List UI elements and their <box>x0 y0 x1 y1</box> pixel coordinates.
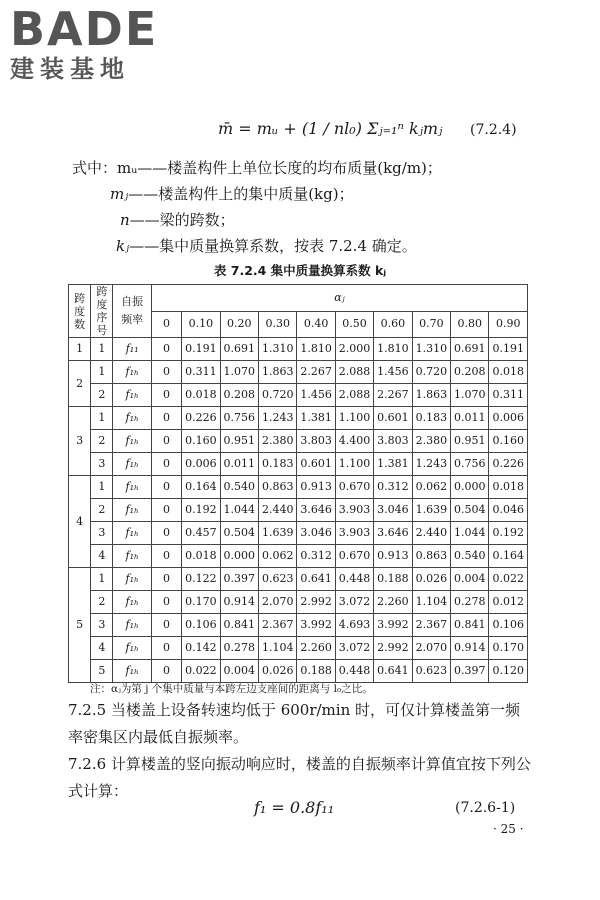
coefficient-cell: 0.170 <box>182 591 220 614</box>
coefficient-cell: 1.100 <box>335 407 373 430</box>
span-index-cell: 4 <box>91 637 113 660</box>
coefficient-cell: 0.914 <box>220 591 258 614</box>
coefficient-cell: 0.160 <box>489 430 528 453</box>
span-index-cell: 5 <box>91 660 113 683</box>
coefficient-cell: 1.243 <box>259 407 297 430</box>
coefficient-cell: 0 <box>151 453 181 476</box>
coefficient-cell: 0.026 <box>259 660 297 683</box>
coefficient-cell: 0.208 <box>220 384 258 407</box>
logo <box>10 2 159 84</box>
coefficient-cell: 0.018 <box>182 384 220 407</box>
header-alpha: αⱼ <box>151 285 527 312</box>
coefficient-cell: 1.381 <box>374 453 412 476</box>
coefficient-cell: 0.192 <box>182 499 220 522</box>
coefficient-cell: 2.380 <box>412 430 450 453</box>
coefficient-cell: 0.720 <box>412 361 450 384</box>
coefficient-cell: 0.540 <box>220 476 258 499</box>
formula-7-2-6-1: f₁ = 0.8f₁₁ <box>254 798 335 817</box>
span-index-cell: 1 <box>91 361 113 384</box>
table-caption: 表 7.2.4 集中质量换算系数 kⱼ <box>213 263 387 278</box>
coefficient-cell: 1.104 <box>412 591 450 614</box>
coefficient-cell: 3.803 <box>374 430 412 453</box>
coefficient-cell: 0.192 <box>489 522 528 545</box>
coefficient-cell: 4.400 <box>335 430 373 453</box>
alpha-value: 0.70 <box>412 311 450 338</box>
span-index-cell: 3 <box>91 614 113 637</box>
coefficient-cell: 2.088 <box>335 361 373 384</box>
table-row <box>69 384 528 407</box>
span-index-cell: 1 <box>91 568 113 591</box>
frequency-cell: f₁ₕ <box>113 430 151 453</box>
coefficient-cell: 0.913 <box>297 476 335 499</box>
header-span-index: 跨度序号 <box>91 285 113 338</box>
alpha-value: 0.40 <box>297 311 335 338</box>
span-index-cell: 1 <box>91 407 113 430</box>
coefficient-cell: 2.070 <box>412 637 450 660</box>
coefficient-cell: 1.310 <box>412 338 450 361</box>
coefficient-cell: 0.120 <box>489 660 528 683</box>
table-row <box>69 591 528 614</box>
coefficient-cell: 1.381 <box>297 407 335 430</box>
frequency-cell: f₁₁ <box>113 338 151 361</box>
coefficient-cell: 0.448 <box>335 660 373 683</box>
coefficient-cell: 0.312 <box>297 545 335 568</box>
table-row <box>69 453 528 476</box>
coefficient-cell: 0.863 <box>412 545 450 568</box>
coefficient-cell: 3.646 <box>297 499 335 522</box>
coefficient-cell: 2.260 <box>374 591 412 614</box>
coefficient-cell: 2.070 <box>259 591 297 614</box>
coefficient-cell: 3.992 <box>297 614 335 637</box>
frequency-cell: f₁ₕ <box>113 407 151 430</box>
formula-7-2-4: m̄ = mᵤ + (1 / nl₀) Σⱼ₌₁ⁿ kⱼmⱼ <box>218 119 443 138</box>
coefficient-cell: 0 <box>151 499 181 522</box>
definition-kj <box>116 236 417 256</box>
coefficient-cell: 0.006 <box>489 407 528 430</box>
coefficient-cell: 0.000 <box>451 476 489 499</box>
coefficient-cell: 0.641 <box>297 568 335 591</box>
equation-number-7-2-4: (7.2.4) <box>470 122 517 138</box>
coefficient-cell: 0.540 <box>451 545 489 568</box>
table-row <box>69 660 528 683</box>
coefficient-cell: 0.641 <box>374 660 412 683</box>
coefficient-cell: 0.018 <box>489 476 528 499</box>
frequency-cell: f₁ₕ <box>113 522 151 545</box>
table-row <box>69 545 528 568</box>
coefficient-cell: 0 <box>151 637 181 660</box>
header-span-count: 跨度数 <box>69 285 91 338</box>
table-row <box>69 499 528 522</box>
coefficient-cell: 2.992 <box>374 637 412 660</box>
coefficient-cell: 1.100 <box>335 453 373 476</box>
coefficient-cell: 2.440 <box>412 522 450 545</box>
alpha-value: 0.20 <box>220 311 258 338</box>
coefficient-cell: 0.191 <box>489 338 528 361</box>
coefficient-cell: 2.088 <box>335 384 373 407</box>
coefficient-cell: 0.106 <box>489 614 528 637</box>
coefficient-cell: 2.367 <box>259 614 297 637</box>
page-number: · 25 · <box>493 822 524 836</box>
coefficient-cell: 0.914 <box>451 637 489 660</box>
span-index-cell: 3 <box>91 522 113 545</box>
coefficient-cell: 0.311 <box>182 361 220 384</box>
coefficient-cell: 0.183 <box>259 453 297 476</box>
coefficient-cell: 0 <box>151 407 181 430</box>
span-index-cell: 4 <box>91 545 113 568</box>
table-note: 注：αⱼ为第 j 个集中质量与本跨左边支座间的距离与 l₀之比。 <box>90 683 373 695</box>
coefficient-cell: 0.022 <box>182 660 220 683</box>
alpha-value: 0.80 <box>451 311 489 338</box>
coefficient-cell: 0.164 <box>489 545 528 568</box>
coefficient-cell: 1.456 <box>297 384 335 407</box>
coefficient-cell: 0.691 <box>220 338 258 361</box>
coefficient-cell: 3.903 <box>335 499 373 522</box>
coefficient-cell: 0.670 <box>335 476 373 499</box>
coefficient-cell: 1.810 <box>374 338 412 361</box>
definition-symbol: 式中：mᵤ <box>72 159 138 177</box>
table-row <box>69 614 528 637</box>
coefficient-cell: 0.670 <box>335 545 373 568</box>
coefficient-cell: 2.267 <box>297 361 335 384</box>
coefficient-cell: 0 <box>151 522 181 545</box>
coefficient-cell: 0.623 <box>259 568 297 591</box>
coefficient-cell: 3.992 <box>374 614 412 637</box>
span-count-cell: 3 <box>69 407 91 476</box>
coefficient-cell: 3.046 <box>297 522 335 545</box>
coefficient-cell: 0.397 <box>451 660 489 683</box>
coefficient-cell: 0 <box>151 568 181 591</box>
table-row <box>69 522 528 545</box>
coefficient-cell: 0 <box>151 591 181 614</box>
coefficient-cell: 0 <box>151 338 181 361</box>
coefficient-cell: 2.260 <box>297 637 335 660</box>
coefficient-cell: 0.188 <box>374 568 412 591</box>
definition-text: ——梁的跨数； <box>129 211 235 229</box>
span-index-cell: 2 <box>91 384 113 407</box>
coefficient-cell: 1.243 <box>412 453 450 476</box>
coefficient-cell: 0.841 <box>220 614 258 637</box>
coefficient-cell: 3.903 <box>335 522 373 545</box>
definition-symbol: n <box>120 211 130 229</box>
coefficient-cell: 1.044 <box>451 522 489 545</box>
coefficient-cell: 0.720 <box>259 384 297 407</box>
coefficient-cell: 3.046 <box>374 499 412 522</box>
logo-subtitle: 建装基地 <box>10 55 130 83</box>
coefficient-cell: 0 <box>151 545 181 568</box>
frequency-cell: f₁ₕ <box>113 637 151 660</box>
definition-text: ——楼盖构件上单位长度的均布质量(kg/m)； <box>137 159 442 177</box>
span-count-cell: 2 <box>69 361 91 407</box>
table-row <box>69 338 528 361</box>
frequency-cell: f₁ₕ <box>113 591 151 614</box>
coefficient-cell: 1.456 <box>374 361 412 384</box>
coefficient-cell: 0.504 <box>220 522 258 545</box>
coefficient-cell: 0.004 <box>220 660 258 683</box>
span-index-cell: 2 <box>91 499 113 522</box>
coefficient-cell: 0.004 <box>451 568 489 591</box>
coefficient-cell: 0.278 <box>451 591 489 614</box>
span-index-cell: 2 <box>91 591 113 614</box>
definition-symbol: mⱼ <box>110 185 129 203</box>
coefficient-cell: 0.951 <box>220 430 258 453</box>
coefficient-cell: 0.863 <box>259 476 297 499</box>
table-row <box>69 637 528 660</box>
coefficient-cell: 1.810 <box>297 338 335 361</box>
coefficient-cell: 0.000 <box>220 545 258 568</box>
alpha-value: 0.50 <box>335 311 373 338</box>
alpha-value: 0.90 <box>489 311 528 338</box>
coefficient-cell: 0.106 <box>182 614 220 637</box>
span-index-cell: 1 <box>91 476 113 499</box>
coefficient-cell: 0.006 <box>182 453 220 476</box>
coefficient-cell: 0 <box>151 476 181 499</box>
frequency-cell: f₁ₕ <box>113 384 151 407</box>
coefficient-cell: 1.863 <box>412 384 450 407</box>
coefficient-cell: 3.072 <box>335 591 373 614</box>
coefficient-cell: 0.018 <box>489 361 528 384</box>
coefficient-cell: 0.062 <box>412 476 450 499</box>
frequency-cell: f₁ₕ <box>113 660 151 683</box>
coefficient-cell: 1.070 <box>451 384 489 407</box>
span-index-cell: 3 <box>91 453 113 476</box>
coefficient-cell: 0.160 <box>182 430 220 453</box>
coefficient-cell: 0.011 <box>220 453 258 476</box>
coefficient-cell: 2.992 <box>297 591 335 614</box>
span-index-cell: 1 <box>91 338 113 361</box>
coefficient-cell: 0 <box>151 430 181 453</box>
coefficient-cell: 0.312 <box>374 476 412 499</box>
frequency-cell: f₁ₕ <box>113 568 151 591</box>
frequency-cell: f₁ₕ <box>113 453 151 476</box>
table-row <box>69 476 528 499</box>
definition-mj <box>110 184 354 204</box>
frequency-cell: f₁ₕ <box>113 476 151 499</box>
span-count-cell: 5 <box>69 568 91 683</box>
definition-mu <box>72 158 442 178</box>
coefficient-cell: 1.044 <box>220 499 258 522</box>
coefficient-cell: 1.310 <box>259 338 297 361</box>
coefficient-cell: 0.841 <box>451 614 489 637</box>
alpha-value: 0.30 <box>259 311 297 338</box>
frequency-cell: f₁ₕ <box>113 499 151 522</box>
coefficient-table <box>68 284 528 683</box>
alpha-value: 0.60 <box>374 311 412 338</box>
coefficient-cell: 0.142 <box>182 637 220 660</box>
coefficient-cell: 2.000 <box>335 338 373 361</box>
coefficient-cell: 0.397 <box>220 568 258 591</box>
table-row <box>69 407 528 430</box>
coefficient-cell: 0.164 <box>182 476 220 499</box>
coefficient-cell: 0 <box>151 361 181 384</box>
coefficient-cell: 1.070 <box>220 361 258 384</box>
coefficient-cell: 0.601 <box>374 407 412 430</box>
coefficient-cell: 0.278 <box>220 637 258 660</box>
coefficient-cell: 0.046 <box>489 499 528 522</box>
coefficient-cell: 0.913 <box>374 545 412 568</box>
coefficient-cell: 3.072 <box>335 637 373 660</box>
coefficient-cell: 0.170 <box>489 637 528 660</box>
header-frequency: 自振频率 <box>113 285 151 338</box>
coefficient-cell: 1.639 <box>412 499 450 522</box>
coefficient-cell: 2.380 <box>259 430 297 453</box>
coefficient-cell: 0.018 <box>182 545 220 568</box>
coefficient-cell: 0.226 <box>182 407 220 430</box>
coefficient-cell: 3.646 <box>374 522 412 545</box>
coefficient-cell: 0.756 <box>220 407 258 430</box>
coefficient-cell: 2.440 <box>259 499 297 522</box>
frequency-cell: f₁ₕ <box>113 545 151 568</box>
clause-7-2-6: 7.2.6 计算楼盖的竖向振动响应时，楼盖的自振频率计算值宜按下列公式计算： <box>68 755 531 800</box>
coefficient-cell: 1.104 <box>259 637 297 660</box>
coefficient-cell: 0.022 <box>489 568 528 591</box>
coefficient-cell: 4.693 <box>335 614 373 637</box>
table-row <box>69 430 528 453</box>
coefficient-cell: 0.226 <box>489 453 528 476</box>
coefficient-cell: 1.639 <box>259 522 297 545</box>
span-count-cell: 1 <box>69 338 91 361</box>
coefficient-cell: 0.311 <box>489 384 528 407</box>
coefficient-cell: 2.367 <box>412 614 450 637</box>
coefficient-cell: 0.188 <box>297 660 335 683</box>
coefficient-cell: 0 <box>151 660 181 683</box>
definition-n <box>120 210 235 230</box>
coefficient-cell: 0.691 <box>451 338 489 361</box>
frequency-cell: f₁ₕ <box>113 614 151 637</box>
coefficient-cell: 0.623 <box>412 660 450 683</box>
alpha-value: 0.10 <box>182 311 220 338</box>
coefficient-cell: 0.951 <box>451 430 489 453</box>
coefficient-cell: 0.448 <box>335 568 373 591</box>
coefficient-cell: 0.191 <box>182 338 220 361</box>
alpha-value: 0 <box>151 311 181 338</box>
definition-text: ——集中质量换算系数，按表 7.2.4 确定。 <box>129 237 417 255</box>
span-count-cell: 4 <box>69 476 91 568</box>
coefficient-cell: 3.803 <box>297 430 335 453</box>
coefficient-cell: 0 <box>151 384 181 407</box>
coefficient-cell: 0.011 <box>451 407 489 430</box>
table-row <box>69 361 528 384</box>
coefficient-cell: 0.026 <box>412 568 450 591</box>
equation-number-7-2-6-1: (7.2.6-1) <box>455 800 516 816</box>
coefficient-cell: 0.183 <box>412 407 450 430</box>
coefficient-cell: 0.062 <box>259 545 297 568</box>
frequency-cell: f₁ₕ <box>113 361 151 384</box>
definition-text: ——楼盖构件上的集中质量(kg)； <box>128 185 354 203</box>
coefficient-cell: 0 <box>151 614 181 637</box>
coefficient-cell: 0.012 <box>489 591 528 614</box>
coefficient-cell: 0.457 <box>182 522 220 545</box>
span-index-cell: 2 <box>91 430 113 453</box>
coefficient-cell: 0.601 <box>297 453 335 476</box>
definition-symbol: kⱼ <box>116 237 130 255</box>
coefficient-cell: 1.863 <box>259 361 297 384</box>
clause-7-2-5: 7.2.5 当楼盖上设备转速均低于 600r/min 时，可仅计算楼盖第一频率密集区内最低自振频率。 <box>68 701 521 746</box>
coefficient-cell: 0.504 <box>451 499 489 522</box>
table-row <box>69 568 528 591</box>
coefficient-cell: 0.756 <box>451 453 489 476</box>
coefficient-cell: 0.208 <box>451 361 489 384</box>
coefficient-cell: 2.267 <box>374 384 412 407</box>
coefficient-cell: 0.122 <box>182 568 220 591</box>
logo-wordmark: BADE <box>10 2 159 56</box>
